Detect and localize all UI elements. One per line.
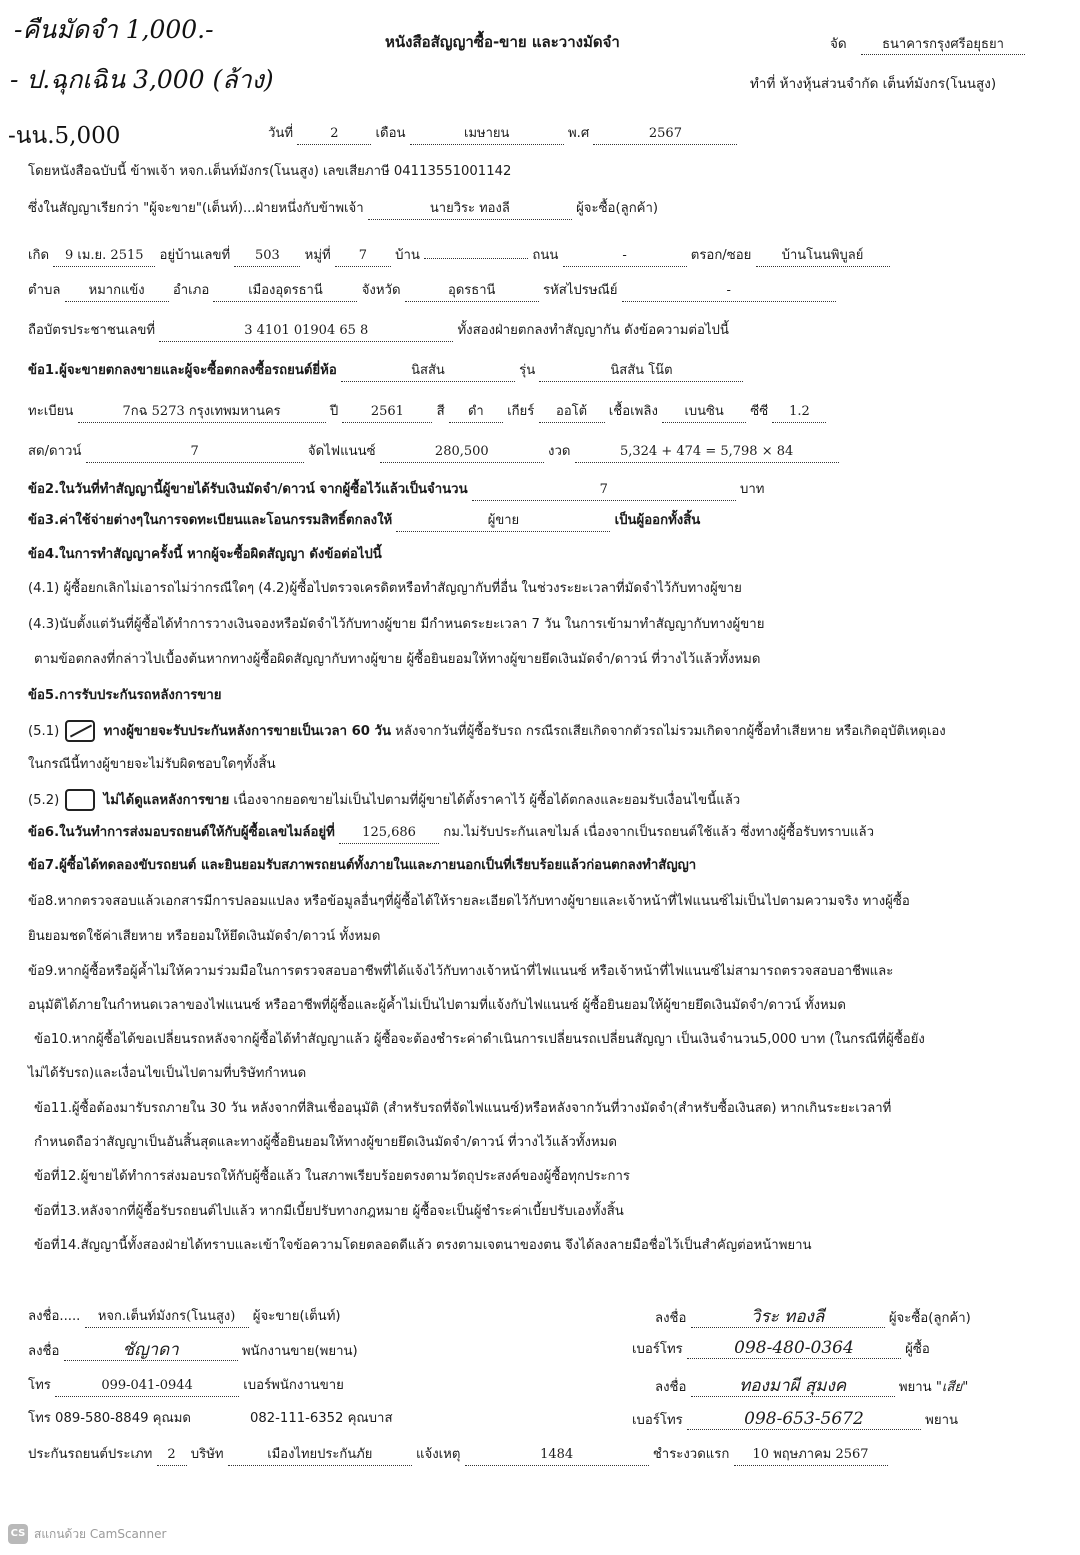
install-label: งวด: [548, 444, 571, 459]
clause-10b: ไม่ได้รับรถ)และเงื่อนไขเป็นไปตามที่บริษัทกำหนด: [28, 1066, 307, 1081]
mileage-value: 125,686: [339, 823, 439, 844]
amphoe-value: เมืองอุดรธานี: [213, 281, 357, 302]
ban-value: [424, 240, 528, 259]
first-payment-label: ชำระงวดแรก: [652, 1447, 730, 1462]
finance-value: 280,500: [380, 442, 544, 463]
jad-label: จัด: [830, 36, 847, 52]
salesman-tel-line: [28, 1376, 528, 1397]
registration-line: [28, 402, 1056, 423]
clause-8a: ข้อ8.หากตรวจสอบแล้วเอกสารมีการปลอมแปลง หรือข้อมูลอื่นๆที่ผู้ซื้อได้ให้รายละเอียดไว้กับทางผู้ขายและเจ้าหน้าที่ไฟแนนซ์ไม่เป็นไปตามความจริง ทางผู้ซื้อ: [28, 894, 910, 909]
province-label: จังหวัด: [361, 283, 401, 298]
clause-11a: ข้อ11.ผู้ซื้อต้องมารับรถภายใน 30 วัน หลังจากที่สินเชื่ออนุมัติ (สำหรับรถที่จัดไฟแนนซ์)หรือหลังจากวันที่วางมัดจำ(สำหรับซื้อเงินสด) หากเกินระยะเวลาที่: [34, 1101, 892, 1116]
day-value: 2: [297, 124, 371, 145]
margin-note-refund: -คืนมัดจำ 1,000.-: [14, 15, 214, 44]
witness-signature: ทองมาผี สุมงค: [691, 1376, 895, 1397]
district-line: [28, 281, 1056, 302]
month-value: เมษายน: [410, 124, 564, 145]
salesman-sign-line: [28, 1340, 528, 1362]
buyer-role: ผู้จะซื้อ(ลูกค้า): [576, 201, 659, 216]
month-label: เดือน: [375, 126, 406, 141]
witness-sign-line: [655, 1376, 1055, 1398]
document-title: หนังสือสัญญาซื้อ-ขาย และวางมัดจำ: [385, 33, 620, 51]
notify-label: แจ้งเหตุ: [416, 1447, 461, 1462]
buyer-tel-role: ผู้ซื้อ: [905, 1342, 930, 1357]
clause-5-2-rest: เนื่องจากยอดขายไม่เป็นไปตามที่ผู้ขายได้ตั้งราคาไว้ ผู้ซื้อได้ตกลงและยอมรับเงื่อนไขนี้แล้ว: [233, 793, 741, 808]
margin-note-5000: -นน.5,000: [8, 123, 121, 149]
first-payment-date: 10 พฤษภาคม 2567: [734, 1445, 888, 1466]
car-year-value: 2561: [342, 402, 432, 423]
buyer-sign-line: [655, 1307, 1055, 1329]
buyer-tel: 098-480-0364: [687, 1338, 901, 1359]
clause-5-1-num: (5.1): [28, 724, 60, 739]
clause-4-4: ตามข้อตกลงที่กล่าวไปเบื้องต้นหากทางผู้ซื้อผิดสัญญากับทางผู้ขาย ผู้ซื้อยินยอมให้ทางผู้ขายยึดเงินมัดจำ/ดาวน์ ที่วางไว้แล้วทั้งหมด: [34, 652, 761, 667]
born-label: เกิด: [28, 248, 50, 263]
clause-2-line: [28, 480, 1056, 501]
buyer-line-prefix: ซึ่งในสัญญาเรียกว่า "ผู้จะขาย"(เต็นท์)...ฝ่ายหนึ่งกับข้าพเจ้า: [28, 201, 364, 216]
clause-3-line: [28, 511, 1056, 532]
clause-4-3: (4.3)นับตั้งแต่วันที่ผู้ซื้อได้ทำการวางเงินจองหรือมัดจำไว้กับทางผู้ขาย มีกำหนดระยะเวลา 7 วัน ในการเข้ามาทำสัญญากับทางผู้ขาย: [28, 617, 765, 632]
clause-4-1: (4.1) ผู้ซื้อยกเลิกไม่เอารถไม่ว่ากรณีใดๆ (4.2)ผู้ซื้อไปตรวจเครดิตหรือทำสัญญากับที่อื่น ในช่วงระยะเวลาที่มัดจำไว้กับทางผู้ขาย: [28, 581, 742, 596]
clause-5-2: [28, 789, 1056, 811]
road-value: -: [563, 246, 687, 267]
reg-label: ทะเบียน: [28, 404, 74, 419]
clause-12: ข้อที่12.ผู้ขายได้ทำการส่งมอบรถให้กับผู้ซื้อแล้ว ในสภาพเรียบร้อยตรงตามวัตถุประสงค์ของผู้ซื้อทุกประการ: [34, 1169, 630, 1184]
tambon-value: หมากแข้ง: [65, 281, 169, 302]
clause-5-1-bold: ทางผู้ขายจะรับประกันหลังการขายเป็นเวลา 60 วัน: [103, 724, 391, 739]
color-value: ดำ: [449, 402, 503, 423]
salesman-tel-role: เบอร์พนักงานขาย: [243, 1378, 344, 1393]
finance-label: จัดไฟแนนซ์: [307, 444, 376, 459]
deposit-unit: บาท: [740, 482, 765, 497]
province-value: อุดรธานี: [405, 281, 539, 302]
car-year-label: ปี: [329, 404, 339, 419]
id-label: ถือบัตรประชาชนเลขที่: [28, 323, 156, 338]
jad-value: ธนาคารกรุงศรีอยุธยา: [861, 33, 1025, 55]
date-label: วันที่: [268, 126, 294, 141]
clause-1-text: ข้อ1.ผู้จะขายตกลงขายและผู้จะซื้อตกลงซื้อรถยนต์ยี่ห้อ: [28, 363, 337, 378]
clause-9a: ข้อ9.หากผู้ซื้อหรือผู้ค้ำไม่ให้ความร่วมมือในการตรวจสอบอาชีพที่ได้แจ้งไว้กับทางเจ้าหน้าที่ไฟแนนซ์ หรือเจ้าหน้าที่ไฟแนนซ์ไม่สามารถตรวจสอบอาชีพและ: [28, 964, 894, 979]
salesman-tel-label: โทร: [28, 1378, 51, 1393]
contact-mod: โทร 089-580-8849 คุณมด: [28, 1411, 191, 1426]
clause-6-b: กม.ไม่รับประกันเลขไมล์ เนื่องจากเป็นรถยนต์ใช้แล้ว ซึ่งทางผู้ซื้อรับทราบแล้ว: [443, 825, 875, 840]
id-line: [28, 321, 1056, 342]
notify-value: 1484: [465, 1445, 649, 1466]
witness-tel-line: [632, 1409, 1052, 1431]
warranty-checkbox-checked: [65, 720, 95, 742]
date-line: [268, 124, 1056, 145]
id-value: 3 4101 01904 65 8: [159, 321, 453, 342]
fuel-label: เชื้อเพลิง: [608, 404, 658, 419]
clause-3-text: ข้อ3.ค่าใช้จ่ายต่างๆในการจดทะเบียนและโอนกรรมสิทธิ์ตกลงให้: [28, 513, 393, 528]
ban-label: บ้าน: [395, 248, 420, 263]
fee-party: ผู้ขาย: [396, 511, 610, 532]
color-label: สี: [436, 404, 445, 419]
clause-6: [28, 823, 1056, 844]
gear-value: ออโต้: [539, 402, 605, 423]
no-warranty-checkbox: [65, 789, 95, 811]
buyer-tel-label: เบอร์โทร: [632, 1342, 683, 1357]
camscanner-logo-icon: CS: [8, 1524, 28, 1544]
clause-7: ข้อ7.ผู้ซื้อได้ทดลองขับรถยนต์ และยินยอมรับสภาพรถยนต์ทั้งภายในและภายนอกเป็นที่เรียบร้อยแล้วก่อนตกลงทำสัญญา: [28, 858, 697, 873]
install-value: 5,324 + 474 = 5,798 × 84: [575, 442, 839, 463]
cc-value: 1.2: [772, 402, 826, 423]
amphoe-label: อำเภอ: [172, 283, 210, 298]
witness-role: พยาน: [898, 1380, 932, 1395]
year-value: 2567: [593, 124, 737, 145]
contact-bas: 082-111-6352 คุณบาส: [250, 1411, 393, 1426]
insurance-company-label: บริษัท: [190, 1447, 224, 1462]
camscanner-watermark: [8, 1524, 166, 1544]
clause-5-1-rest: หลังจากวันที่ผู้ซื้อรับรถ กรณีรถเสียเกิดจากตัวรถไม่รวมเกิดจากผู้ซื้อทำเสียหาย หรือเกิดอุบัติเหตุเอง: [395, 724, 946, 739]
clause-5-2-num: (5.2): [28, 793, 60, 808]
insurance-type: 2: [157, 1445, 187, 1466]
house-value: 503: [234, 246, 300, 267]
house-label: อยู่บ้านเลขที่: [159, 248, 231, 263]
clause-2-text: ข้อ2.ในวันที่ทำสัญญานี้ผู้ขายได้รับเงินมัดจำ/ดาวน์ จากผู้ซื้อไว้แล้วเป็นจำนวน: [28, 482, 468, 497]
clause-1-line: [28, 361, 1056, 382]
witness-tel-label: เบอร์โทร: [632, 1413, 683, 1428]
gear-label: เกียร์: [507, 404, 535, 419]
clause-5-1: [28, 720, 1056, 742]
soi-value: บ้านโนนพิบูลย์: [756, 246, 890, 267]
seller-role: ผู้จะขาย(เต็นท์): [252, 1309, 341, 1324]
margin-note-emergency: - ป.ฉุกเฉิน 3,000 (ล้าง): [10, 65, 274, 94]
jad-field: [830, 32, 1025, 55]
clause-5-title: ข้อ5.การรับประกันรถหลังการขาย: [28, 688, 222, 703]
road-label: ถนน: [532, 248, 559, 263]
witness-sign-label: ลงชื่อ: [655, 1380, 687, 1395]
insurance-label: ประกันรถยนต์ประเภท: [28, 1447, 153, 1462]
buyer-line: [28, 199, 1056, 220]
watermark-text: สแกนด้วย CamScanner: [34, 1526, 167, 1541]
clause-6-a: ข้อ6.ในวันทำการส่งมอบรถยนต์ให้กับผู้ซื้อเลขไมล์อยู่ที่: [28, 825, 335, 840]
reg-value: 7กฉ 5273 กรุงเทพมหานคร: [78, 402, 326, 423]
postal-label: รหัสไปรษณีย์: [542, 283, 618, 298]
clause-11b: กำหนดถือว่าสัญญาเป็นอันสิ้นสุดและทางผู้ซื้อยินยอมให้ทางผู้ขายยึดเงินมัดจำ/ดาวน์ ที่วางไว้แล้วทั้งหมด: [34, 1135, 617, 1150]
clause-9b: อนุมัติได้ภายในกำหนดเวลาของไฟแนนซ์ หรืออาชีพที่ผู้ซื้อและผู้ค้ำไม่เป็นไปตามที่แจ้งกับไฟแนนซ์ ผู้ซื้อยินยอมให้ผู้ขายยึดเงินมัดจำ/ดาวน์ ทั้งหมด: [28, 998, 846, 1013]
witness-nickname: "เสีย": [935, 1380, 969, 1395]
clause-5-2-bold: ไม่ได้ดูแลหลังการขาย: [103, 793, 230, 808]
cc-label: ซีซี: [750, 404, 769, 419]
clause-10a: ข้อ10.หากผู้ซื้อได้ขอเปลี่ยนรถหลังจากผู้ซื้อได้ทำสัญญาแล้ว ผู้ซื้อจะต้องชำระค่าดำเนินการเปลี่ยนรถเปลี่ยนสัญญา เป็นเงินจำนวน5,000 บาท (ในกรณีที่ผู้ซื้อยัง: [34, 1032, 925, 1047]
witness-tel: 098-653-5672: [687, 1409, 921, 1430]
soi-label: ตรอก/ซอย: [690, 248, 752, 263]
insurance-company: เมืองไทยประกันภัย: [228, 1445, 412, 1466]
id-tail: ทั้งสองฝ่ายตกลงทำสัญญากัน ดังข้อความต่อไปนี้: [457, 323, 729, 338]
place: ทำที่ ห้างหุ้นส่วนจำกัด เต็นท์มังกร(โนนสูง): [750, 76, 997, 92]
clause-3-tail: เป็นผู้ออกทั้งสิ้น: [614, 513, 701, 528]
buyer-sign-role: ผู้จะซื้อ(ลูกค้า): [888, 1311, 971, 1326]
salesman-role: พนักงานขาย(พยาน): [241, 1344, 358, 1359]
year-label: พ.ศ: [567, 126, 590, 141]
down-value: 7: [86, 442, 304, 463]
insurance-line: [28, 1445, 1056, 1466]
deposit-amount: 7: [472, 480, 736, 501]
finance-line: [28, 442, 1056, 463]
intro-line: โดยหนังสือฉบับนี้ ข้าพเจ้า หจก.เต็นท์มังกร(โนนสูง) เลขเสียภาษี 0411355100114​2: [28, 164, 512, 179]
clause-8b: ยินยอมชดใช้ค่าเสียหาย หรือยอมให้ยึดเงินมัดจำ/ดาวน์ ทั้งหมด: [28, 929, 381, 944]
tambon-label: ตำบล: [28, 283, 61, 298]
buyer-tel-line: [632, 1338, 1052, 1360]
salesman-signature: ชัญาดา: [64, 1340, 238, 1361]
salesman-tel: 099-041-0944: [55, 1376, 239, 1397]
moo-value: 7: [335, 246, 391, 267]
seller-sign-dots: .....: [59, 1309, 81, 1324]
seller-sign-label: ลงชื่อ: [28, 1309, 60, 1324]
model-label: รุ่น: [519, 363, 536, 378]
born-value: 9 เม.ย. 2515: [53, 246, 155, 267]
clause-5-1b: ในกรณีนี้ทางผู้ขายจะไม่รับผิดชอบใดๆทั้งสิ้น: [28, 757, 276, 772]
down-label: สด/ดาวน์: [28, 444, 82, 459]
address-line: [28, 240, 1056, 267]
brand-value: นิสสัน: [341, 361, 515, 382]
seller-name: หจก.เต็นท์มังกร(โนนสูง): [85, 1307, 249, 1328]
buyer-signature: วิระ ทองลี: [691, 1307, 885, 1328]
witness-tel-role: พยาน: [925, 1413, 958, 1428]
clause-4-title: ข้อ4.ในการทำสัญญาครั้งนี้ หากผู้จะซื้อผิดสัญญา ดังข้อต่อไปนี้: [28, 547, 382, 562]
model-value: นิสสัน โน๊ต: [539, 361, 743, 382]
fuel-value: เบนซิน: [662, 402, 746, 423]
clause-14: ข้อที่14.สัญญานี้ทั้งสองฝ่ายได้ทราบและเข้าใจข้อความโดยตลอดดีแล้ว ตรงตามเจตนาของตน จึงได้ลงลายมือชื่อไว้เป็นสำคัญต่อหน้าพยาน: [34, 1238, 812, 1253]
moo-label: หมู่ที่: [304, 248, 331, 263]
buyer-name: นายวิระ ทองลี: [368, 199, 572, 220]
seller-sign-line: [28, 1307, 528, 1328]
salesman-sign-label: ลงชื่อ: [28, 1344, 60, 1359]
postal-value: -: [622, 281, 836, 302]
buyer-sign-label: ลงชื่อ: [655, 1311, 687, 1326]
clause-13: ข้อที่13.หลังจากที่ผู้ซื้อรับรถยนต์ไปแล้ว หากมีเบี้ยปรับทางกฎหมาย ผู้ซื้อจะเป็นผู้ชำระค่าเบี้ยปรับเองทั้งสิ้น: [34, 1204, 624, 1219]
